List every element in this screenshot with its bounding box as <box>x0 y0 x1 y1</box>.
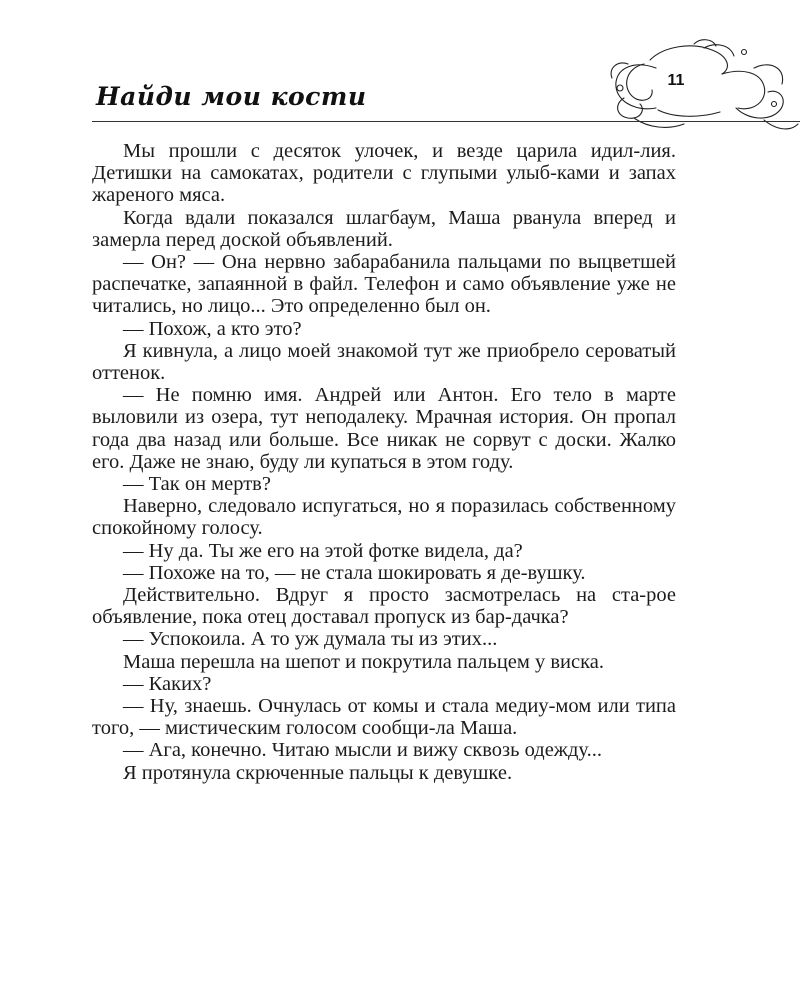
paragraph: — Похоже на то, — не стала шокировать я де-вушку. <box>123 561 586 584</box>
paragraph: Наверно, следовало испугаться, но я поразилась собственному спокойному голосу. <box>92 495 676 540</box>
paragraph: Действительно. Вдруг я просто засмотрелась на ста-рое объявление, пока отец доставал пропуск из бар-дачка? <box>92 584 676 629</box>
ornament-swirl-icon <box>604 38 800 134</box>
paragraph: — Не помню имя. Андрей или Антон. Его тело в марте выловили из озера, тут неподалеку. Мрачная история. Он пропал года два назад или больше. Все никак не сорвут с доски. Жалко его. Даже не знаю, буду ли купаться в этом году. <box>92 384 676 473</box>
header-divider <box>92 121 800 122</box>
paragraph: Когда вдали показался шлагбаум, Маша рванула вперед и замерла перед доской объявлений. <box>92 206 676 251</box>
paragraph: — Так он мертв? <box>123 473 271 496</box>
paragraph: Маша перешла на шепот и покрутила пальцем у виска. <box>123 650 604 673</box>
paragraph: — Успокоила. А то уж думала ты из этих... <box>123 628 498 651</box>
paragraph: — Похож, а кто это? <box>123 317 302 340</box>
running-head-title: Найди мои кости <box>96 82 367 111</box>
paragraph: Я протянула скрюченные пальцы к девушке. <box>123 761 513 784</box>
paragraph: Я кивнула, а лицо моей знакомой тут же приобрело сероватый оттенок. <box>92 339 676 385</box>
paragraph: — Каких? <box>123 672 212 695</box>
paragraph: — Он? — Она нервно забарабанила пальцами по выцветшей распечатке, запаянной в файл. Телефон и само объявление уже не читались, но лицо... Это определенно был он. <box>92 251 676 318</box>
paragraph: — Ну да. Ты же его на этой фотке видела, да? <box>123 539 523 562</box>
body-text <box>92 140 676 784</box>
paragraph: Мы прошли с десяток улочек, и везде царила идил-лия. Детишки на самокатах, родители с глупыми улыб-ками и запах жареного мяса. <box>92 140 676 207</box>
paragraph: — Ага, конечно. Читаю мысли и вижу сквозь одежду... <box>123 739 602 762</box>
page-number: 11 <box>667 72 685 89</box>
paragraph: — Ну, знаешь. Очнулась от комы и стала медиу-мом или типа того, — мистическим голосом сообщи-ла Маша. <box>92 695 676 740</box>
